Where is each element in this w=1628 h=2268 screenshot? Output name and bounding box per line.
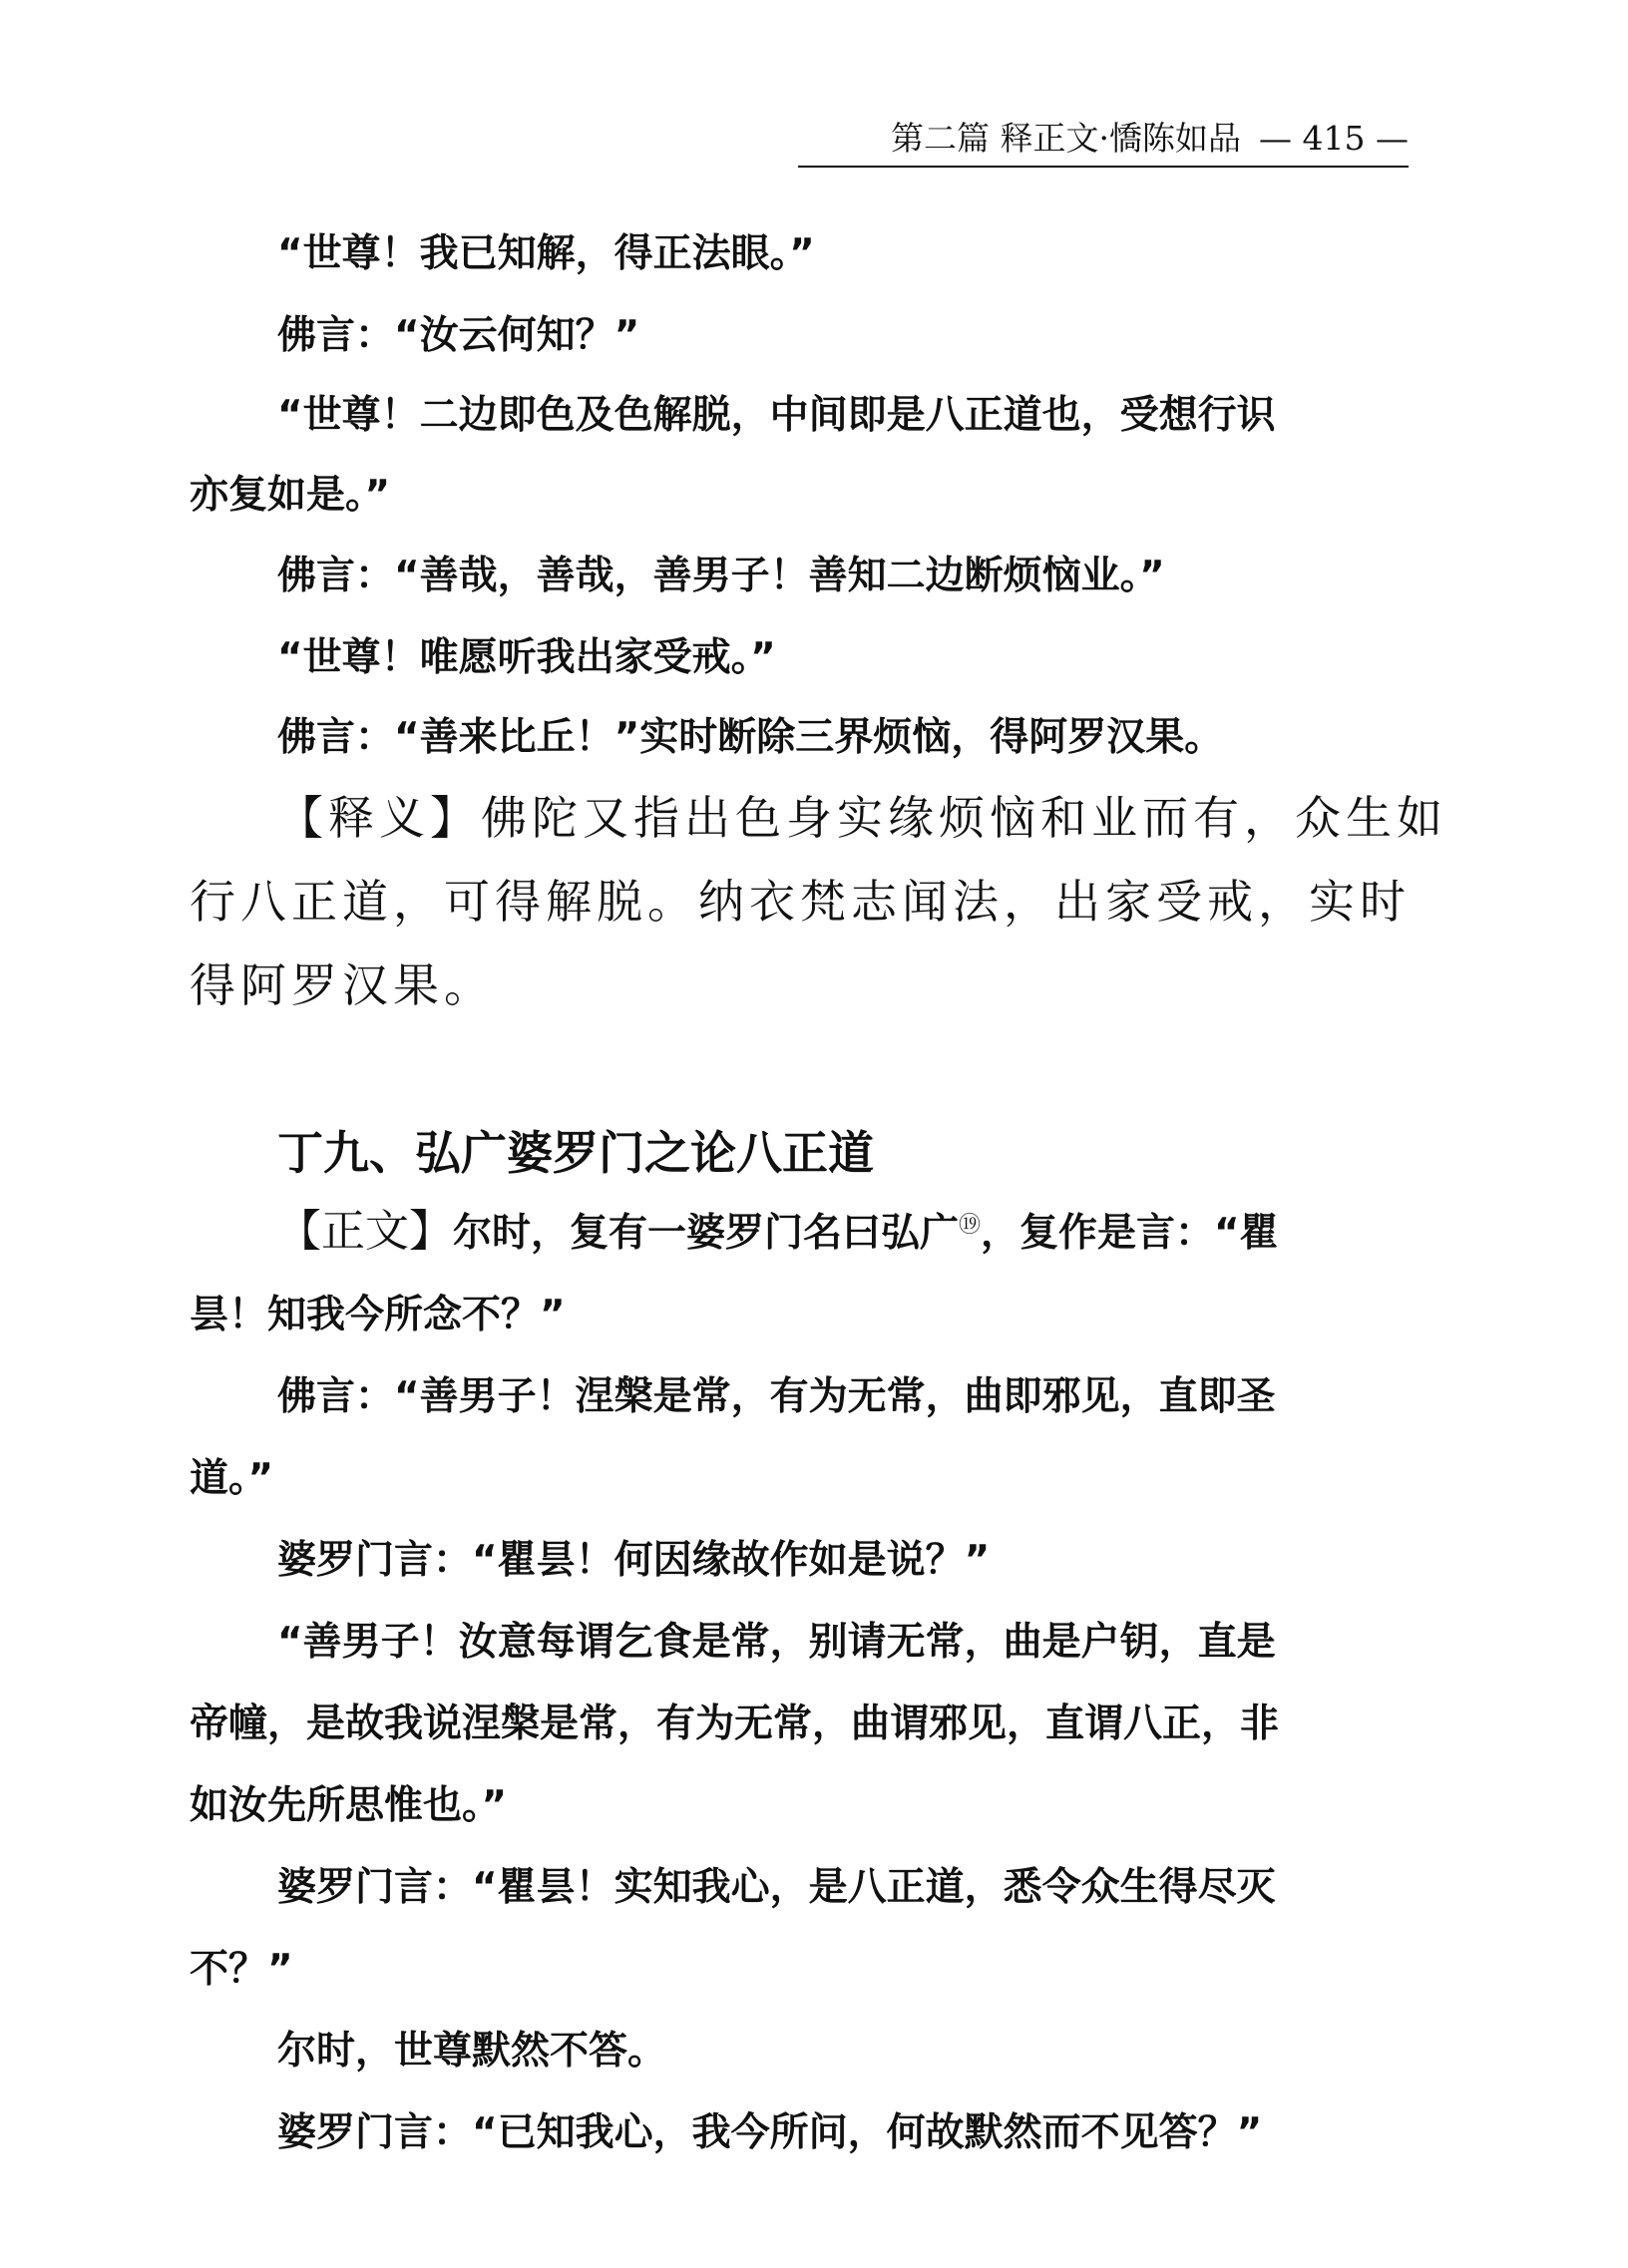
dialogue-line: 亦复如是。” [190, 473, 391, 518]
footnote-marker: ⑲ [959, 1213, 982, 1238]
dialogue-line: 婆罗门言：“已知我心，我今所问，何故默然而不见答？” [277, 2110, 1263, 2155]
main-text-tag: 【正文】 [277, 1206, 453, 1257]
explanation-tag: 【释义】 [277, 791, 481, 845]
dialogue-line: “世尊！唯愿听我出家受戒。” [277, 635, 776, 680]
main-text-line: 昙！知我今所念不？” [190, 1293, 566, 1337]
main-text-line: 【正文】尔时，复有一婆罗门名曰弘广⑲，复作是言：“瞿 [277, 1206, 1279, 1257]
dialogue-line: “世尊！二边即色及色解脱，中间即是八正道也，受想行识 [277, 393, 1276, 438]
running-header [798, 118, 1409, 168]
page-number: — 415 — [1259, 119, 1409, 158]
dialogue-line: 婆罗门言：“瞿昙！何因缘故作如是说？” [277, 1538, 991, 1583]
dialogue-line: 佛言：“善哉，善哉，善男子！善知二边断烦恼业。” [277, 554, 1165, 598]
dialogue-line: “善男子！汝意每谓乞食是常，别请无常，曲是户钥，直是 [277, 1620, 1276, 1665]
dialogue-line: 佛言：“善男子！涅槃是常，有为无常，曲即邪见，直即圣 [277, 1374, 1276, 1419]
chapter-title: 第二篇 释正文·憍陈如品 [891, 119, 1242, 158]
explanation-line: 行八正道，可得解脱。纳衣梵志闻法，出家受戒，实时 [190, 875, 1411, 929]
dialogue-line: “世尊！我已知解，得正法眼。” [277, 231, 815, 276]
explanation-line [277, 790, 1447, 846]
dialogue-line: 如汝先所思惟也。” [190, 1783, 508, 1828]
dialogue-line: 佛言：“汝云何知？” [277, 313, 640, 358]
section-heading: 丁九、弘广婆罗门之论八正道 [277, 1126, 874, 1180]
explanation-line: 得阿罗汉果。 [190, 958, 495, 1012]
dialogue-line: 尔时，世尊默然不答。 [277, 2029, 667, 2074]
dialogue-line: 不？” [190, 1947, 293, 1992]
dialogue-line: 道。” [190, 1456, 274, 1501]
dialogue-line: 佛言：“善来比丘！”实时断除三界烦恼，得阿罗汉果。 [277, 715, 1224, 760]
explanation-text: 佛陀又指出色身实缘烦恼和业而有，众生如 [481, 791, 1447, 845]
dialogue-line: 婆罗门言：“瞿昙！实知我心，是八正道，悉令众生得尽灭 [277, 1865, 1276, 1910]
dialogue-line: 帝幢，是故我说涅槃是常，有为无常，曲谓邪见，直谓八正，非 [190, 1701, 1280, 1746]
